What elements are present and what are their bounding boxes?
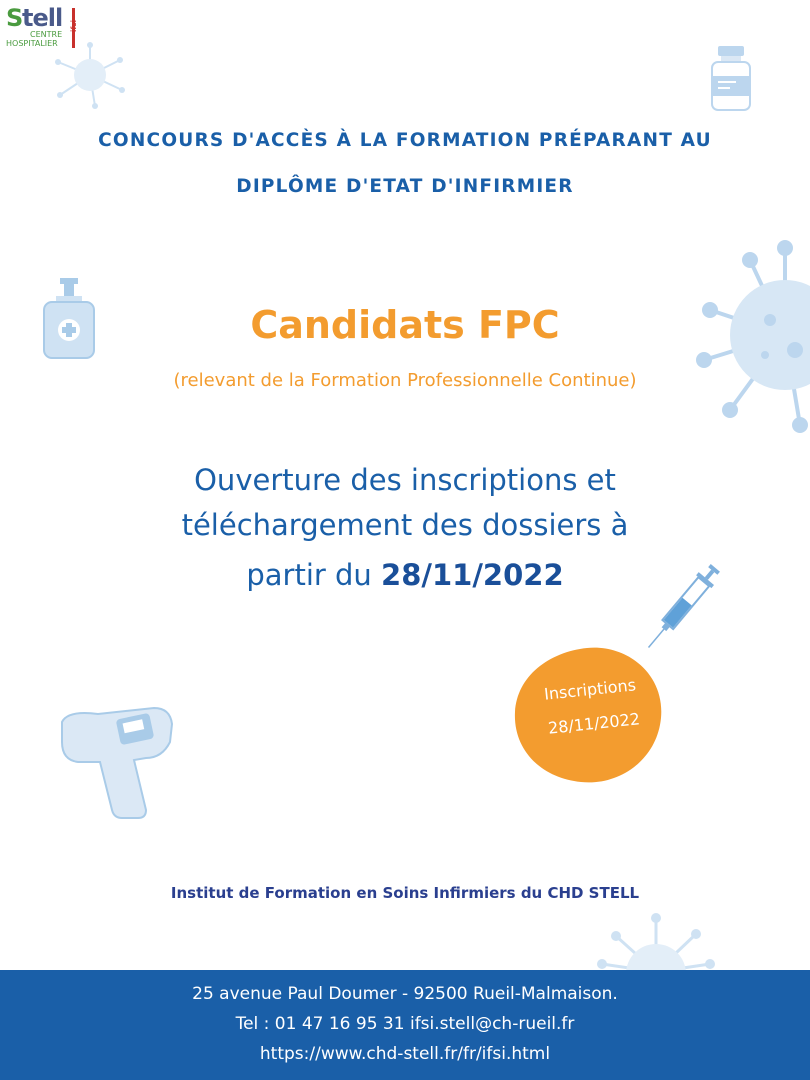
logo-line2: HOSPITALIER — [6, 39, 58, 48]
heading-line-1: CONCOURS D'ACCÈS À LA FORMATION PRÉPARANT AU — [98, 130, 712, 151]
logo-tell: tell — [22, 4, 63, 32]
body-date: 28/11/2022 — [381, 558, 564, 592]
logo-line1: CENTRE — [30, 30, 63, 39]
badge-date: 28/11/2022 — [547, 709, 641, 738]
badge-label: Inscriptions — [543, 675, 637, 704]
heading-line-2: DIPLÔME D'ETAT D'INFIRMIER — [236, 176, 574, 197]
footer-address: 25 avenue Paul Doumer - 92500 Rueil-Malmaison. — [192, 984, 618, 1004]
body-line-3-prefix: partir du — [246, 558, 382, 592]
logo-tag: ifsi — [70, 19, 78, 32]
page-title: Candidats FPC — [250, 303, 560, 347]
body-line-1: Ouverture des inscriptions et — [194, 463, 616, 497]
footer-contact[interactable]: Tel : 01 47 16 95 31 ifsi.stell@ch-rueil.fr — [235, 1014, 575, 1034]
footer-url[interactable]: https://www.chd-stell.fr/fr/ifsi.html — [259, 1044, 551, 1064]
institute-name: Institut de Formation en Soins Infirmiers du CHD STELL — [170, 884, 640, 902]
logo-s: S — [6, 4, 23, 32]
subtitle: (relevant de la Formation Professionnelle Continue) — [173, 370, 637, 391]
virus-icon — [50, 40, 130, 110]
vial-icon — [706, 44, 756, 114]
body-line-2: téléchargement des dossiers à — [181, 508, 629, 542]
thermometer-gun-icon — [58, 702, 178, 822]
